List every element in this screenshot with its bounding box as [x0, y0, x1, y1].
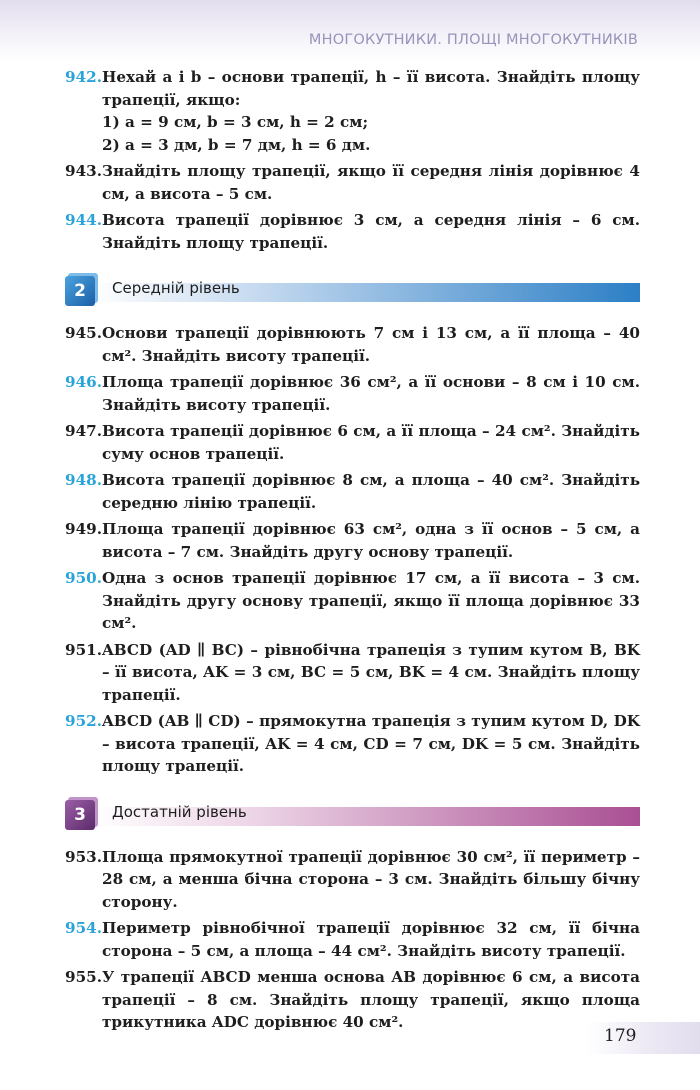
page-number-tab — [586, 1022, 700, 1054]
problem-943 — [65, 160, 640, 205]
problem-951 — [65, 639, 640, 707]
problem-subitem: 1) a = 9 см, b = 3 см, h = 2 см; — [102, 113, 369, 131]
page-number: 179 — [604, 1026, 637, 1046]
problem-text: Нехай a і b – основи трапеції, h – її висота. Знайдіть площу трапеції, якщо: — [102, 68, 640, 109]
page-content — [65, 66, 640, 1038]
problem-949 — [65, 518, 640, 563]
level-3-header — [65, 800, 640, 828]
level-3-title: Достатній рівень — [112, 802, 247, 821]
problem-945 — [65, 322, 640, 367]
level-2-header — [65, 276, 640, 304]
problem-number: 949. — [65, 520, 102, 538]
problem-text: Площа трапеції дорівнює 63 см², одна з її основ – 5 см, а висота – 7 см. Знайдіть другу основу трапеції. — [102, 520, 640, 561]
problem-955 — [65, 966, 640, 1034]
cube-3-icon: 3 — [65, 800, 95, 830]
problem-text: Основи трапеції дорівнюють 7 см і 13 см, а її площа – 40 см². Знайдіть висоту трапеції. — [102, 324, 640, 365]
problem-number: 952. — [65, 712, 102, 730]
problem-950 — [65, 567, 640, 635]
problem-944 — [65, 209, 640, 254]
problem-946 — [65, 371, 640, 416]
problem-text: Висота трапеції дорівнює 3 см, а середня лінія – 6 см. Знайдіть площу трапеції. — [102, 211, 640, 252]
problem-number: 942. — [65, 68, 102, 86]
problem-number: 954. — [65, 919, 102, 937]
problem-number: 944. — [65, 211, 102, 229]
problem-number: 947. — [65, 422, 102, 440]
problem-text: ABCD (AB ∥ CD) – прямокутна трапеція з тупим кутом D, DK – висота трапеції, AK = 4 см, CD = 7 см, DK = 5 см. Знайдіть площу трапеції. — [102, 712, 640, 775]
problem-text: Висота трапеції дорівнює 8 см, а площа – 40 см². Знайдіть середню лінію трапеції. — [102, 471, 640, 512]
problem-text: Площа трапеції дорівнює 36 см², а її основи – 8 см і 10 см. Знайдіть висоту трапеції. — [102, 373, 640, 414]
problem-text: ABCD (AD ∥ BC) – рівнобічна трапеція з тупим кутом B, BK – її висота, AK = 3 см, BC = 5 см, BK = 4 см. Знайдіть площу трапеції. — [102, 640, 640, 704]
problem-text: У трапеції ABCD менша основа AB дорівнює 6 см, а висота трапеції – 8 см. Знайдіть площу трапеції, якщо площа трикутника ADC дорівнює 40 см². — [102, 968, 640, 1031]
problem-text: Висота трапеції дорівнює 6 см, а її площа – 24 см². Знайдіть суму основ трапеції. — [102, 422, 640, 463]
level-2-title: Середній рівень — [112, 279, 240, 297]
problem-952 — [65, 710, 640, 778]
header-band — [0, 0, 700, 62]
problem-953 — [65, 846, 640, 914]
problem-number: 953. — [65, 847, 102, 866]
problem-954 — [65, 917, 640, 962]
running-head: МНОГОКУТНИКИ. ПЛОЩІ МНОГОКУТНИКІВ — [308, 32, 638, 48]
problem-number: 955. — [65, 968, 102, 986]
problem-text: Одна з основ трапеції дорівнює 17 см, а її висота – 3 см. Знайдіть другу основу трапеції, якщо її площа дорівнює 33 см². — [102, 569, 640, 632]
problem-number: 951. — [65, 640, 102, 659]
problem-text: Площа прямокутної трапеції дорівнює 30 см², її периметр – 28 см, а менша бічна сторона – 3 см. Знайдіть більшу бічну сторону. — [102, 847, 640, 911]
problem-text: Знайдіть площу трапеції, якщо її середня лінія дорівнює 4 см, а висота – 5 см. — [102, 162, 640, 203]
problem-948 — [65, 469, 640, 514]
problem-subitem: 2) a = 3 дм, b = 7 дм, h = 6 дм. — [102, 135, 371, 154]
problem-number: 950. — [65, 569, 102, 587]
problem-number: 945. — [65, 324, 102, 342]
problem-942 — [65, 66, 640, 156]
problem-947 — [65, 420, 640, 465]
problem-number: 948. — [65, 471, 102, 489]
cube-2-icon: 2 — [65, 276, 95, 306]
problem-number: 943. — [65, 162, 102, 180]
problem-text: Периметр рівнобічної трапеції дорівнює 32 см, її бічна сторона – 5 см, а площа – 44 см². Знайдіть висоту трапеції. — [102, 919, 640, 960]
problem-number: 946. — [65, 373, 102, 391]
